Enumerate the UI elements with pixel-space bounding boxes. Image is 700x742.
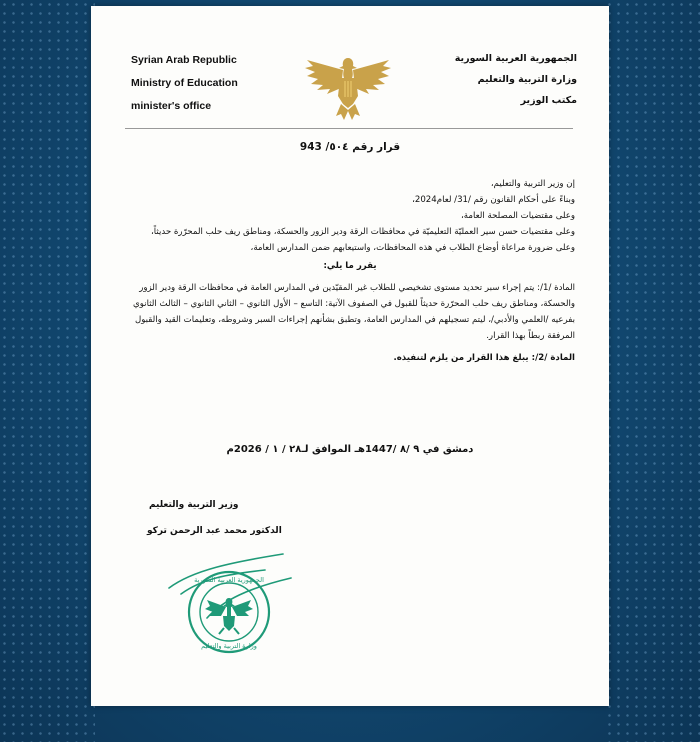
header-en-office: minister's office bbox=[131, 100, 212, 112]
header-en-ministry: Ministry of Education bbox=[131, 77, 238, 89]
header-ar-office: مكتب الوزير bbox=[520, 95, 577, 106]
ministry-seal-stamp bbox=[163, 548, 293, 658]
preamble-line-2: وبناءً على أحكام القانون رقم /31/ لعام2024، bbox=[412, 195, 575, 205]
date-line: دمشق في ٩ /٨ /1447هـ الموافق لـ٢٨ / ١ / 2026م bbox=[226, 444, 474, 455]
header-ar-country: الجمهورية العربية السورية bbox=[454, 53, 577, 64]
seal-bottom-text: وزارة التربية والتعليم bbox=[201, 642, 257, 650]
seal-top-text: الجمهورية العربية السورية bbox=[194, 576, 264, 584]
signatory-name: الدكتور محمد عبد الرحمن تركو bbox=[147, 526, 282, 536]
decree-document bbox=[91, 6, 609, 706]
background-dot-pattern-right bbox=[605, 0, 700, 742]
header-ar-ministry: وزارة التربية والتعليم bbox=[477, 74, 577, 85]
preamble-line-3: وعلى مقتضيات المصلحة العامة، bbox=[461, 211, 575, 221]
decides-heading: يقرر ما يلي: bbox=[323, 261, 377, 271]
header-divider bbox=[125, 128, 573, 129]
header-english bbox=[131, 53, 281, 122]
decree-number: قرار رقم ٥٠٤/ 943 bbox=[299, 141, 401, 153]
preamble-line-1: إن وزير التربية والتعليم، bbox=[490, 179, 575, 189]
decree-body bbox=[125, 176, 575, 366]
ministry-seal-eagle-icon bbox=[189, 572, 269, 652]
header-en-country: Syrian Arab Republic bbox=[131, 54, 237, 66]
article-1: المادة /1/: يتم إجراء سبر تحديد مستوى تشخيصي للطلاب غير المقيّدين في المدارس العامة في محافظات الرقة ودير الزور والحسكة، ومناطق ريف حلب المحرّرة حديثاً للقبول في الصفوف الآتية: التاسع – الأول الثانوي – الثاني الثانوي – الثالث الثانوي بفرعيه /العلمي والأدبي/، ليتم تسجيلهم في المدارس العامة، وتطبق بشأنهم إجراءات السبر وشروطه، وتعليمات القيد والقبول المرفقة ربطاً بهذا القرار. bbox=[133, 283, 575, 341]
background-dot-pattern-left bbox=[0, 0, 95, 742]
article-2: المادة /2/: يبلغ هذا القرار من يلزم لتنفيذه. bbox=[393, 353, 575, 363]
golden-eagle-emblem-icon bbox=[303, 54, 393, 122]
header-arabic bbox=[417, 51, 577, 114]
signatory-title: وزير التربية والتعليم bbox=[149, 500, 239, 510]
preamble-line-4: وعلى مقتضيات حسن سير العمليّة التعليميّة في محافظات الرقة ودير الزور والحسكة، ومناطق ريف حلب المحرّرة حديثاً، bbox=[150, 227, 575, 237]
preamble-line-5: وعلى ضرورة مراعاة أوضاع الطلاب في هذه المحافظات، واستيعابهم ضمن المدارس العامة، bbox=[250, 243, 575, 253]
